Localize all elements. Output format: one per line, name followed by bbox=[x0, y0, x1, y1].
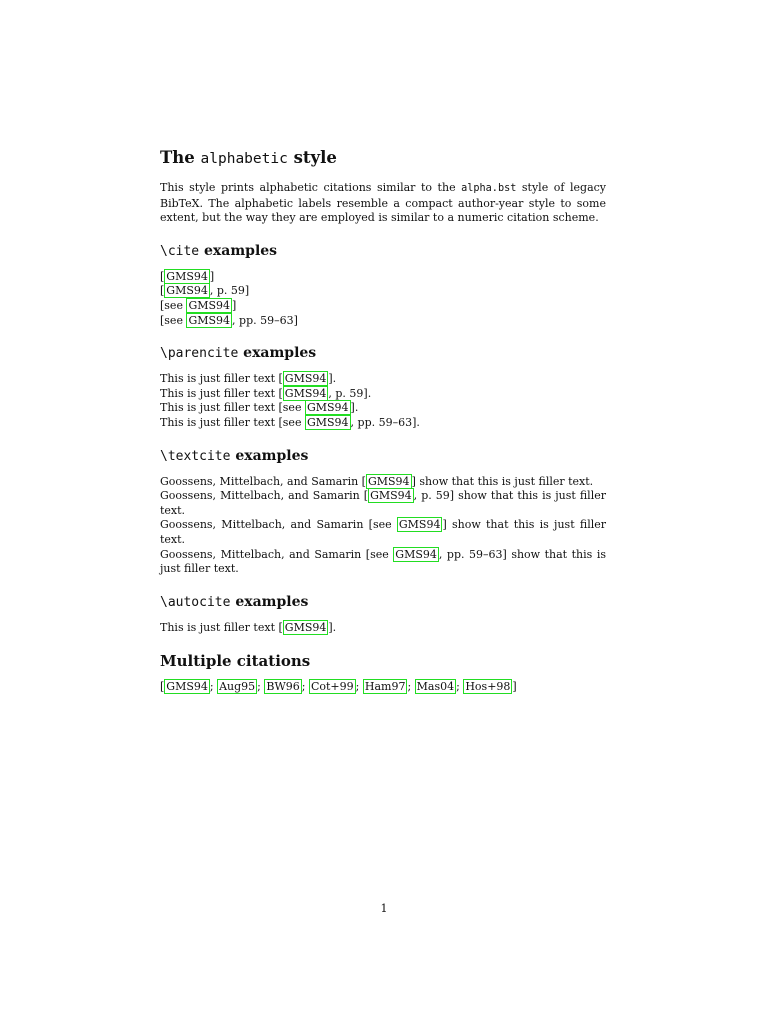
citation-link-mas04[interactable]: Mas04 bbox=[416, 680, 455, 694]
cite-pre: [see bbox=[365, 547, 394, 561]
citation-link[interactable]: GMS94 bbox=[306, 401, 349, 415]
multiple-citations-line bbox=[160, 680, 606, 695]
author-names: Goossens, Mittelbach, and Samarin bbox=[160, 547, 366, 561]
citation-link-cot99[interactable]: Cot+99 bbox=[310, 680, 354, 694]
author-names: Goossens, Mittelbach, and Samarin bbox=[160, 474, 362, 488]
autocite-command: \autocite bbox=[160, 594, 231, 610]
filler-text: This is just filler text bbox=[160, 372, 279, 386]
section-heading-multiple: Multiple citations bbox=[160, 652, 311, 671]
citation-link[interactable]: GMS94 bbox=[367, 474, 410, 488]
section-word: examples bbox=[199, 242, 278, 259]
cite-post: ]. bbox=[350, 401, 359, 415]
document-page bbox=[160, 148, 606, 695]
intro-bst-name: alpha.bst bbox=[461, 183, 517, 194]
separator: ; bbox=[456, 680, 464, 694]
parencite-example-1 bbox=[160, 372, 606, 387]
page-title bbox=[160, 148, 606, 169]
intro-text-1: This style prints alphabetic citations similar to the bbox=[160, 181, 462, 194]
cite-post: ] bbox=[209, 269, 215, 283]
cite-pre: [ bbox=[160, 269, 165, 283]
citation-link[interactable]: GMS94 bbox=[398, 518, 441, 532]
trailing-text: show that this is just filler text. bbox=[160, 489, 606, 517]
author-names: Goossens, Mittelbach, and Samarin bbox=[160, 489, 364, 503]
author-names: Goossens, Mittelbach, and Samarin bbox=[160, 518, 369, 532]
cite-example-3 bbox=[160, 299, 606, 314]
citation-link[interactable]: GMS94 bbox=[188, 313, 231, 327]
cite-pre: [ bbox=[361, 474, 366, 488]
cite-pre: [see bbox=[160, 313, 187, 327]
citation-link[interactable]: GMS94 bbox=[284, 386, 327, 400]
filler-text: This is just filler text bbox=[160, 386, 279, 400]
cite-example-2 bbox=[160, 284, 606, 299]
cite-post: , pp. 59–63] bbox=[232, 313, 298, 327]
cite-post: ] bbox=[442, 518, 447, 532]
trailing-text: show that this is just filler text. bbox=[415, 474, 594, 488]
separator: ; bbox=[301, 680, 309, 694]
cite-post: , p. 59] bbox=[209, 284, 250, 298]
parencite-examples bbox=[160, 372, 606, 430]
parencite-example-2 bbox=[160, 387, 606, 402]
cite-post: ] bbox=[232, 298, 237, 312]
cite-pre: [ bbox=[278, 386, 283, 400]
filler-text: This is just filler text bbox=[160, 620, 279, 634]
textcite-example-1 bbox=[160, 475, 606, 490]
trailing-text: show that this is just filler text. bbox=[160, 518, 606, 546]
citation-link-hos98[interactable]: Hos+98 bbox=[465, 680, 511, 694]
citation-link[interactable]: GMS94 bbox=[395, 547, 437, 561]
bracket-open: [ bbox=[160, 680, 165, 694]
filler-text: This is just filler text bbox=[160, 415, 279, 429]
separator: ; bbox=[257, 680, 265, 694]
cite-pre: [ bbox=[363, 489, 369, 503]
trailing-text: show that this is just filler text. bbox=[160, 547, 606, 576]
section-heading-cite bbox=[160, 242, 606, 261]
title-style-name: alphabetic bbox=[200, 151, 288, 167]
filler-text: This is just filler text bbox=[160, 401, 279, 415]
section-heading-autocite bbox=[160, 593, 606, 612]
textcite-examples bbox=[160, 475, 606, 577]
autocite-example-1 bbox=[160, 621, 606, 636]
citation-link[interactable]: GMS94 bbox=[166, 269, 208, 283]
cite-pre: [ bbox=[160, 284, 165, 298]
intro-paragraph bbox=[160, 181, 606, 226]
textcite-example-3 bbox=[160, 518, 606, 547]
cite-post: ]. bbox=[328, 372, 337, 386]
separator: ; bbox=[209, 680, 218, 694]
autocite-examples bbox=[160, 621, 606, 636]
section-heading-parencite bbox=[160, 344, 606, 363]
cite-pre: [see bbox=[278, 415, 305, 429]
textcite-example-2 bbox=[160, 489, 606, 518]
citation-link[interactable]: GMS94 bbox=[306, 415, 349, 429]
bracket-close: ] bbox=[512, 680, 517, 694]
parencite-example-4 bbox=[160, 416, 606, 431]
citation-link-ham97[interactable]: Ham97 bbox=[364, 680, 406, 694]
textcite-example-4 bbox=[160, 548, 606, 577]
cite-pre: [ bbox=[278, 372, 283, 386]
parencite-command: \parencite bbox=[160, 346, 239, 362]
page-number: 1 bbox=[380, 902, 388, 915]
parencite-example-3 bbox=[160, 401, 606, 416]
cite-post: , pp. 59–63] bbox=[438, 547, 507, 561]
cite-pre: [see bbox=[368, 518, 397, 532]
citation-link-gms94[interactable]: GMS94 bbox=[166, 680, 208, 694]
cite-post: , p. 59] bbox=[413, 489, 455, 503]
title-post: style bbox=[287, 148, 337, 167]
citation-link[interactable]: GMS94 bbox=[284, 620, 327, 634]
cite-pre: [ bbox=[278, 620, 283, 634]
citation-link-bw96[interactable]: BW96 bbox=[266, 680, 300, 694]
intro-text-2: style of legacy BibTeX. The alphabetic labels resemble a compact author-year style to some extent, but the way they are employed is similar to a numeric citation scheme. bbox=[160, 181, 606, 225]
cite-pre: [see bbox=[278, 401, 305, 415]
title-pre: The bbox=[160, 148, 201, 167]
cite-examples bbox=[160, 270, 606, 328]
section-word: examples bbox=[238, 345, 317, 362]
cite-post: , p. 59]. bbox=[328, 386, 372, 400]
cite-post: ] bbox=[411, 474, 416, 488]
citation-link[interactable]: GMS94 bbox=[166, 284, 208, 298]
citation-link[interactable]: GMS94 bbox=[284, 372, 327, 386]
cite-command: \cite bbox=[160, 243, 200, 259]
citation-link[interactable]: GMS94 bbox=[188, 298, 231, 312]
cite-example-4 bbox=[160, 314, 606, 329]
section-word: examples bbox=[230, 593, 309, 610]
cite-post: ]. bbox=[328, 620, 337, 634]
section-word: examples bbox=[230, 447, 309, 464]
citation-link-aug95[interactable]: Aug95 bbox=[219, 680, 256, 694]
cite-post: , pp. 59–63]. bbox=[350, 415, 420, 429]
separator: ; bbox=[407, 680, 415, 694]
section-heading-textcite bbox=[160, 447, 606, 466]
textcite-command: \textcite bbox=[160, 448, 231, 464]
citation-link[interactable]: GMS94 bbox=[370, 489, 412, 503]
separator: ; bbox=[355, 680, 363, 694]
cite-example-1 bbox=[160, 270, 606, 285]
cite-pre: [see bbox=[160, 298, 187, 312]
